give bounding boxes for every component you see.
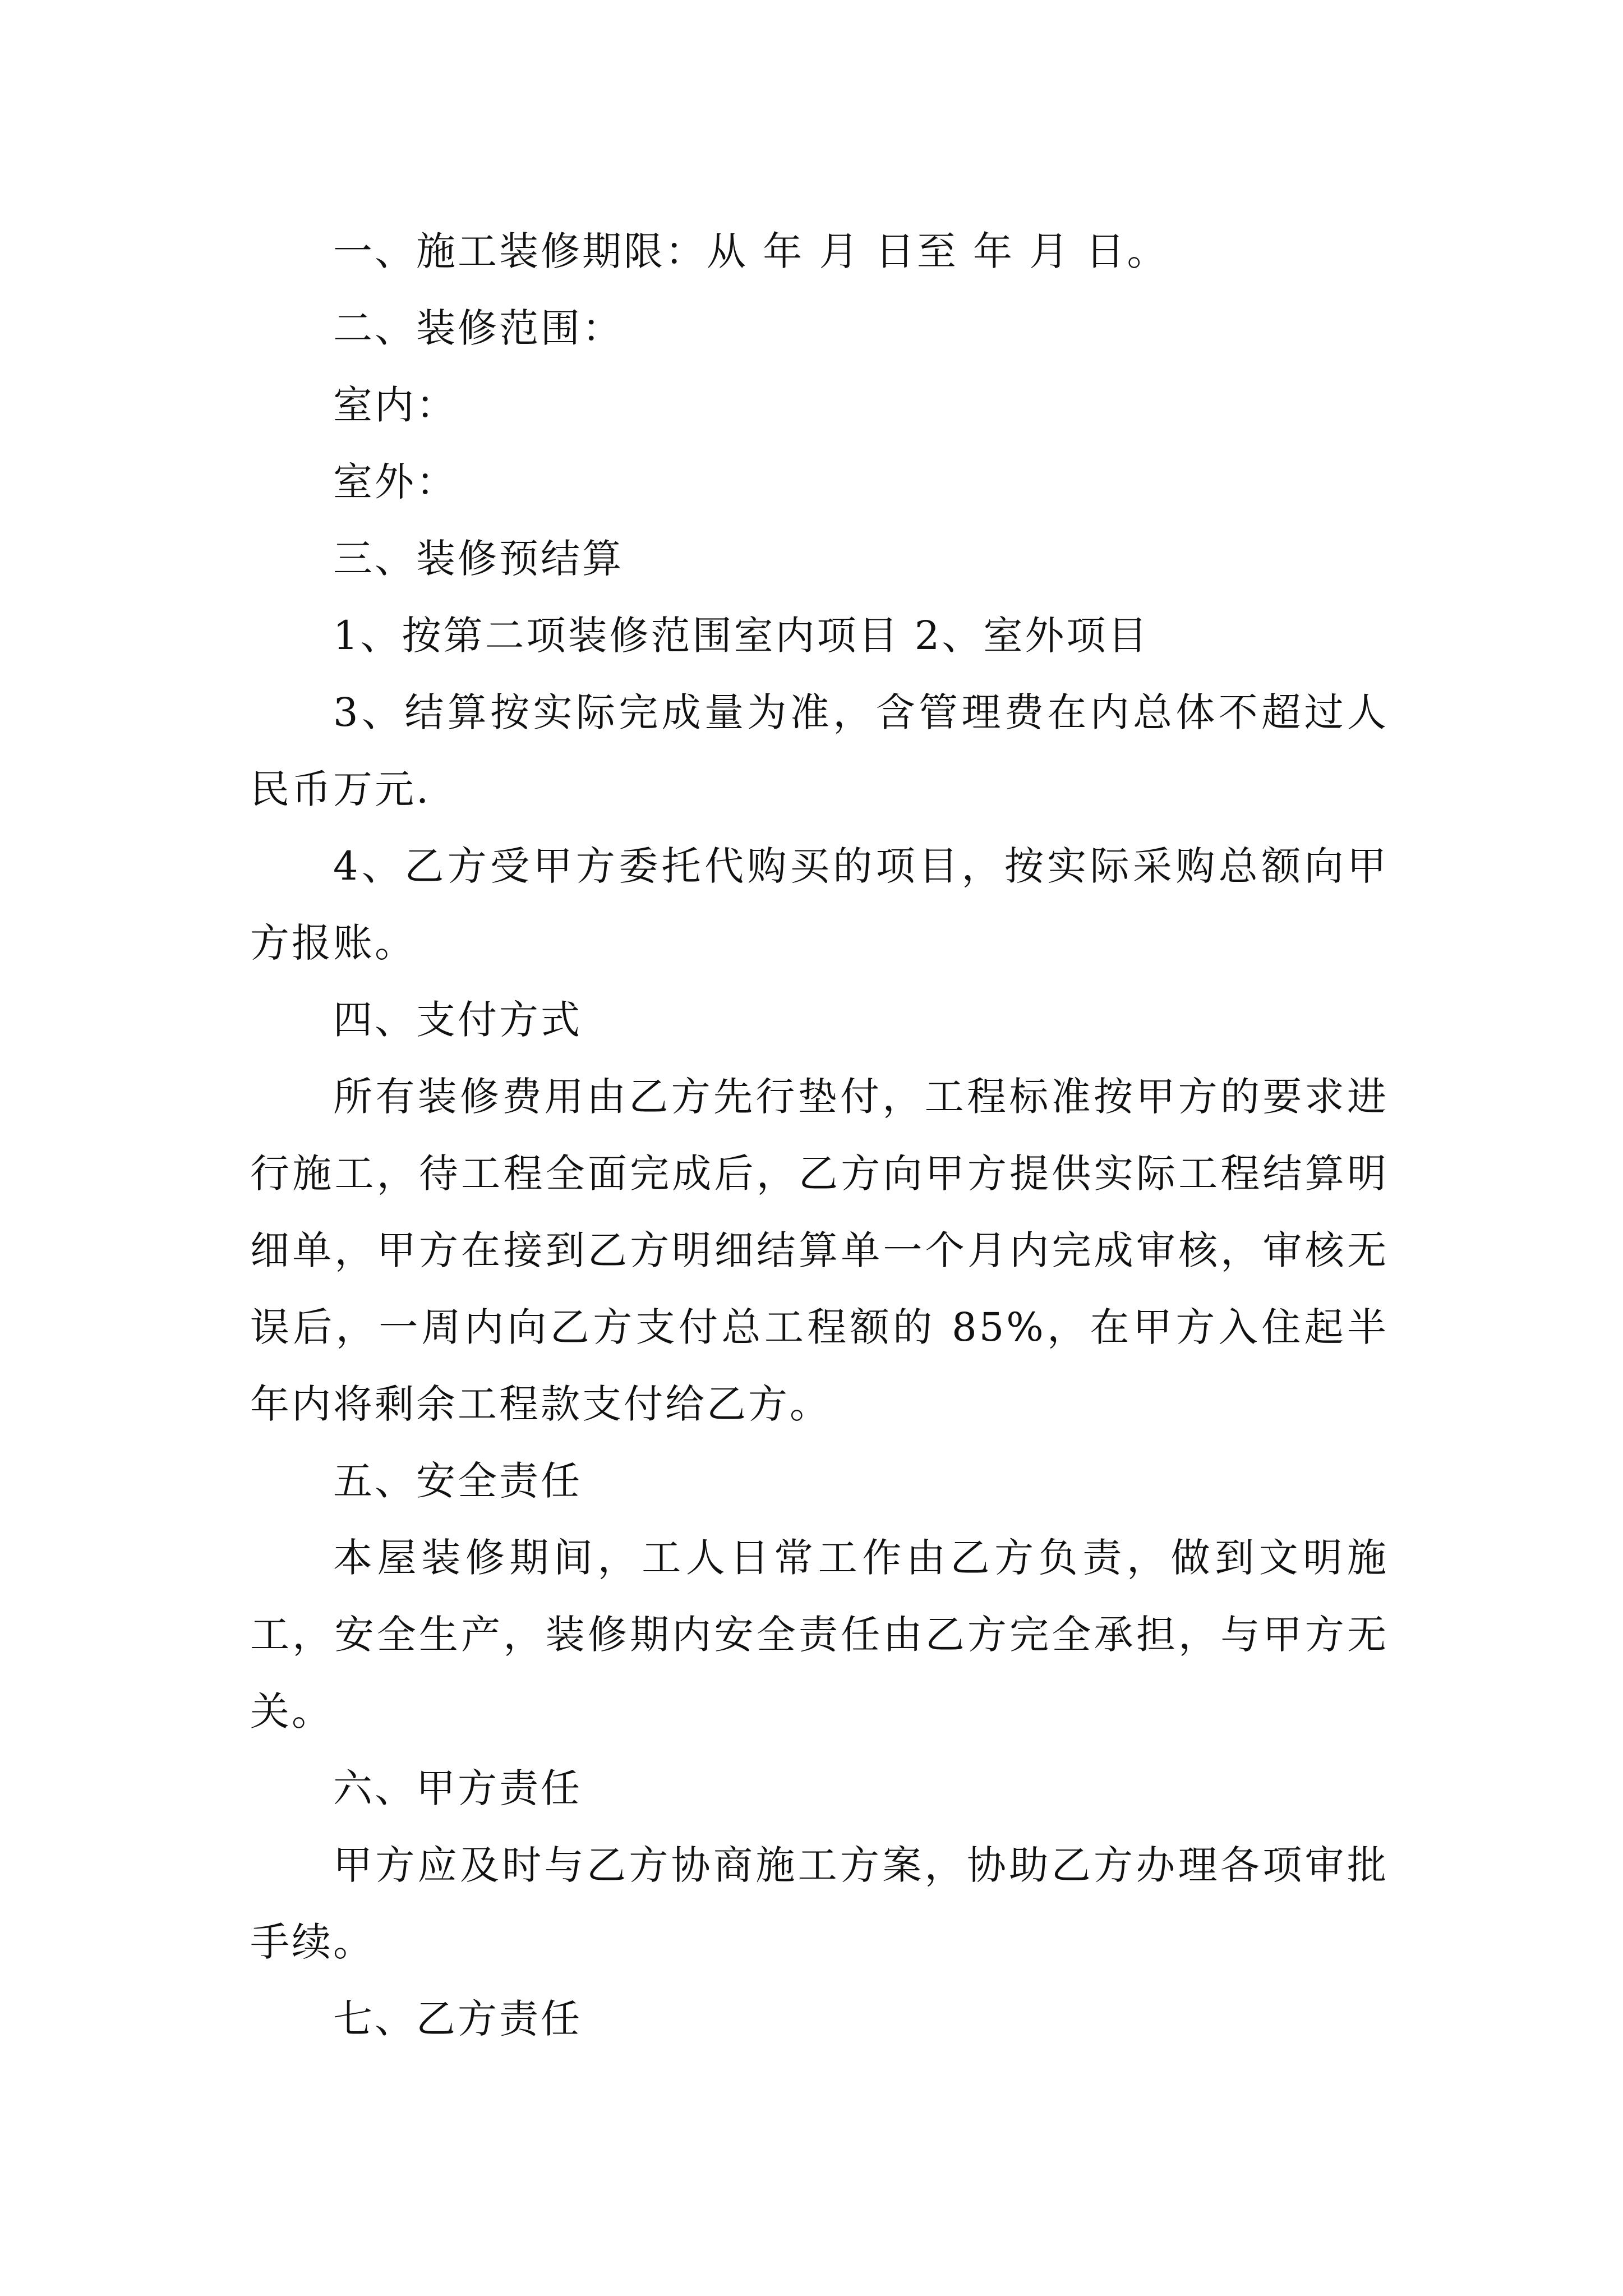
safety-body: 本屋装修期间，工人日常工作由乙方负责，做到文明施工，安全生产，装修期内安全责任由乙方完全承担，与甲方无关。 [250,1535,1389,1734]
scope-outdoor: 室外： [333,459,458,505]
clause-settlement-heading: 三、装修预结算 [333,536,624,582]
clause-construction-period: 一、施工装修期限：从 年 月 日至 年 月 日。 [333,228,1169,274]
clause-safety-heading: 五、安全责任 [333,1458,582,1504]
scope-indoor: 室内： [333,382,458,428]
payment-body: 所有装修费用由乙方先行垫付，工程标准按甲方的要求进行施工，待工程全面完成后，乙方向甲方提供实际工程结算明细单，甲方在接到乙方明细结算单一个月内完成审核，审核无误后，一周内向乙方支付总工程额的 85%，在甲方入住起半年内将剩余工程款支付给乙方。 [250,1074,1389,1427]
clause-party-a-heading: 六、甲方责任 [333,1765,582,1811]
clause-party-b-heading: 七、乙方责任 [333,1996,582,2042]
clause-payment-heading: 四、支付方式 [333,997,582,1043]
party-a-body: 甲方应及时与乙方协商施工方案，协助乙方办理各项审批手续。 [250,1842,1389,1965]
document-body [250,213,1389,2058]
settlement-item-3: 3、结算按实际完成量为准，含管理费在内总体不超过人民币万元. [250,689,1389,812]
clause-scope-heading: 二、装修范围： [333,305,624,351]
settlement-item-4: 4、乙方受甲方委托代购买的项目，按实际采购总额向甲方报账。 [250,843,1389,966]
settlement-item-1-2: 1、按第二项装修范围室内项目 2、室外项目 [333,613,1150,659]
